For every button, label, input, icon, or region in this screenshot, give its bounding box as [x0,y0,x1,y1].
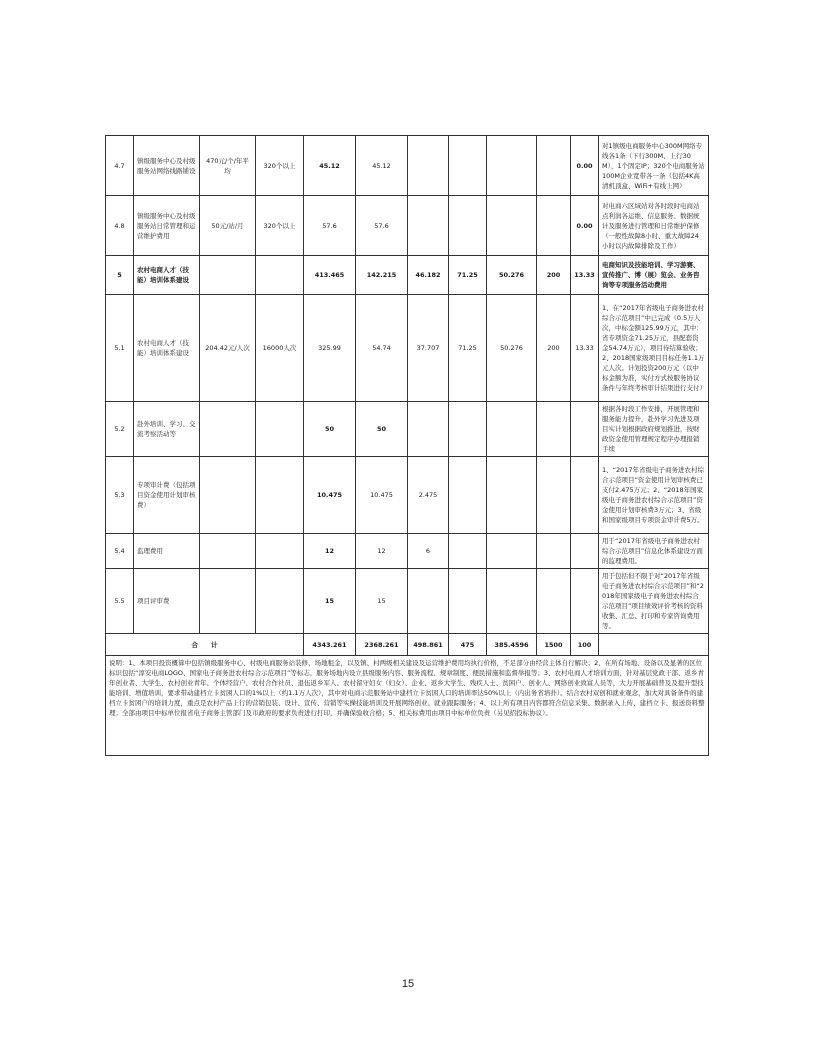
row-unit-price: 204.42元/人次 [200,295,256,402]
row-item: 镇级服务中心及村级服务站网络线路铺设 [134,136,200,196]
row-unit-price [200,402,256,457]
page-number: 15 [401,978,415,990]
total-col4: 385.4596 [487,634,537,656]
row-col3 [449,534,487,569]
total-note [599,634,709,656]
row-col5 [537,457,571,534]
row-item: 农村电商人才（技能）培训体系建设 [134,256,200,295]
total-label: 合 计 [106,634,304,656]
total-row [106,634,709,656]
row-note: 对1镇级电商服务中心300M网络专线各1条（下行300M、上行30M），1个固定IP；320个电商服务站100M企业宽带各一条（包括4K高清机顶盒、WiFi+有线上网） [599,136,709,196]
table-body [106,136,709,756]
row-note: 对电商六区域站对各时段时电商站点利润各运维、信息服务、数据统计及服务进行管理和日常维护保修（一般性故障8小时、重大故障24小时以内故障排除及工作） [599,196,709,256]
row-number: 5.2 [106,402,134,457]
row-col1: 10.475 [356,457,408,534]
row-col6: 0.00 [571,136,599,196]
row-col2: 2.475 [408,457,449,534]
row-col4: 50.276 [487,256,537,295]
table-row [106,136,709,196]
row-number: 5.5 [106,569,134,634]
row-col5 [537,402,571,457]
row-item: 项目评审费 [134,569,200,634]
row-unit-price: 470元/个/年平均 [200,136,256,196]
row-number: 5 [106,256,134,295]
row-col4 [487,569,537,634]
table-row [106,402,709,457]
row-number: 4.7 [106,136,134,196]
table-row [106,534,709,569]
row-col4 [487,136,537,196]
row-col4 [487,402,537,457]
row-col3 [449,136,487,196]
row-col1: 45.12 [356,136,408,196]
row-note: 用于“2017年省级电子商务进农村综合示范项目”信息化体系建设方面的监理费用。 [599,534,709,569]
row-item: 专项审计费（包括项目资金使用计划审核费） [134,457,200,534]
row-unit-price [200,457,256,534]
row-total: 15 [304,569,356,634]
row-note: 用于包括但不限于对“2017年省级电子商务进农村综合示范项目”和“2018年国家级电子商务进农村综合示范项目”项目绩效评价考核的资料收集、汇总、打印和专家咨询费用等。 [599,569,709,634]
row-col6: 13.33 [571,256,599,295]
row-col1: 12 [356,534,408,569]
table-row [106,295,709,402]
row-unit-price [200,534,256,569]
explanation-row [106,656,709,756]
row-unit-price [200,569,256,634]
row-item: 镇级服务中心及村级服务站日常管理和运营维护费用 [134,196,200,256]
row-col4 [487,534,537,569]
row-col4 [487,196,537,256]
row-number: 5.4 [106,534,134,569]
row-col3 [449,196,487,256]
row-col1: 50 [356,402,408,457]
row-quantity [256,256,304,295]
row-col1: 15 [356,569,408,634]
row-item: 农村电商人才（技能）培训体系建设 [134,295,200,402]
row-note: 1、在“2017年省级电子商务进农村综合示范项目”中已完成（0.5万人次，中标金额125.99万元，其中：省专项资金71.25万元，县配套资金54.74万元），项目待结算验收；2、2018国家级项目目标任务1.1万元人次。计划投资200万元（以中标金额为准，实付方式按服务协议条件与年终考核审计结果进行支付） [599,295,709,402]
total-value: 4343.261 [304,634,356,656]
row-col6: 13.33 [571,295,599,402]
row-quantity: 16000人次 [256,295,304,402]
row-col1: 57.6 [356,196,408,256]
row-note: 根据各时段工作安排，开展管理和服务能力提升，赴外学习先进及项目实计划根据政府规划推进，按财政资金使用管理规定程序办理报销手续 [599,402,709,457]
row-col5 [537,534,571,569]
row-col3: 71.25 [449,295,487,402]
total-col5: 1500 [537,634,571,656]
row-total: 50 [304,402,356,457]
row-total: 10.475 [304,457,356,534]
table-row [106,569,709,634]
row-col5 [537,136,571,196]
row-note: 1、“2017年省级电子商务进农村综合示范项目”资金使用计划审核费已支付2.475万元；2、“2018年国家级电子商务进农村综合示范项目”资金使用计划审核费3万元；3、省级和国家级项目专项资金审计费5万。 [599,457,709,534]
total-col1: 2368.261 [356,634,408,656]
row-quantity [256,402,304,457]
row-unit-price: 50元/站/月 [200,196,256,256]
row-total: 12 [304,534,356,569]
row-col1: 54.74 [356,295,408,402]
row-col3 [449,402,487,457]
row-quantity: 320个以上 [256,136,304,196]
row-col5 [537,196,571,256]
row-col6 [571,534,599,569]
row-col5 [537,569,571,634]
row-total: 413.465 [304,256,356,295]
row-total: 57.6 [304,196,356,256]
row-col1: 142.215 [356,256,408,295]
budget-table [105,135,709,756]
table-row [106,457,709,534]
row-total: 325.99 [304,295,356,402]
row-item: 监理费用 [134,534,200,569]
row-col2 [408,136,449,196]
row-col2: 37.707 [408,295,449,402]
row-unit-price [200,256,256,295]
row-quantity [256,569,304,634]
row-col6: 0.00 [571,196,599,256]
row-col3: 71.25 [449,256,487,295]
row-col2 [408,196,449,256]
row-col6 [571,457,599,534]
row-col4 [487,457,537,534]
total-col6: 100 [571,634,599,656]
total-col2: 498.861 [408,634,449,656]
row-quantity [256,534,304,569]
table-row-section [106,256,709,295]
explanation-text: 说明：1、本项目投资概算中包括镇级服务中心、村级电商服务站装修、场地租金，以及镇、村两级相关建设及运营维护费用均执行价格，不足部分由经营主体自行解决；2、在所有场地、设备以及显著的区位标识包括“淳安电商LOGO、国家电子商务进农村综合示范项目”等标志，服务场地内设立县级服务内容、服务流程、规章制度、便民措施和监督举报等；3、农村电商人才培训方面，针对基层党政干部、返乡青年创业者、大学生、农村创业青年、个体经营户、农村合作社员、退伍返乡军人、农村留守妇女（妇女）、企业、返乡大学生、残疾人士、贫困户、创业人、网络创业致富人员等，大力开展基础普及及提升型技能培训、增值培训，要求带动建档立卡贫困人口的1%以上（约1.1万人次），其中对电商示范服务站中建档立卡贫困人口的培训率达50%以上（内出务省培扑）。结合农村双创和就业观念，加大对具备条件的建档立卡贫困户的培训力度，重点是农村产品上行的营销包装、设计、宣传、营销等实操技能培训及开展网络创业、就业跟踪服务；4、以上所有项目内容都符合信息采集、数据录入上传、建档立卡、报送资料整理；全部由项目中标单位报省电子商务主管部门及市政府的要求负责进行打印，并确保验收合格；5、相关标费用由项目中标单位负责（另见招投标协议）。 [106,656,709,756]
row-quantity: 320个以上 [256,196,304,256]
row-number: 5.1 [106,295,134,402]
row-number: 4.8 [106,196,134,256]
row-col3 [449,569,487,634]
row-col6 [571,402,599,457]
row-item: 赴外培训、学习、交流考察活动等 [134,402,200,457]
row-col2 [408,569,449,634]
row-col5: 200 [537,295,571,402]
row-quantity [256,457,304,534]
row-number: 5.3 [106,457,134,534]
total-col3: 475 [449,634,487,656]
row-col3 [449,457,487,534]
row-note: 电商知识及技能培训、学习游赛、宣传推广、博（展）览会、业务咨询等专项服务活动费用 [599,256,709,295]
row-col4: 50.276 [487,295,537,402]
row-col6 [571,569,599,634]
row-col2 [408,402,449,457]
row-col5: 200 [537,256,571,295]
row-total: 45.12 [304,136,356,196]
row-col2: 46.182 [408,256,449,295]
table-row [106,196,709,256]
row-col2: 6 [408,534,449,569]
